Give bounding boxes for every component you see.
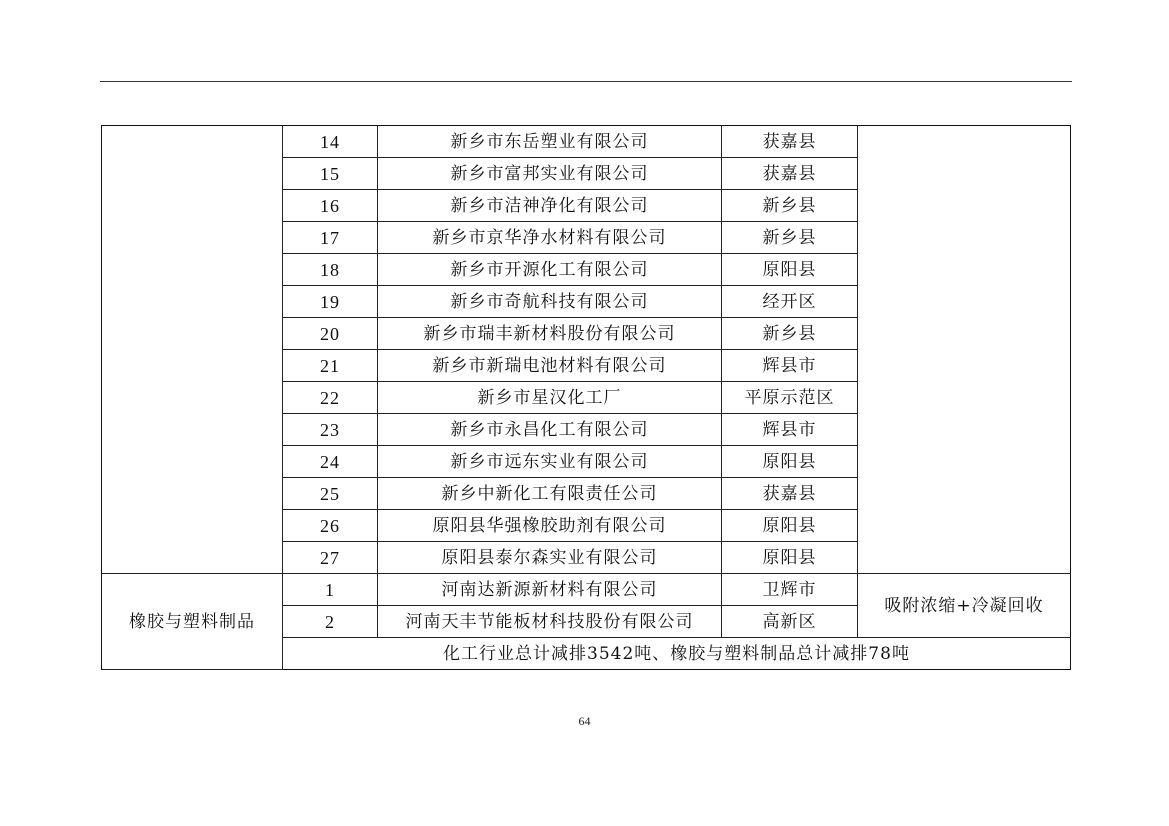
region-cell: 高新区 [722, 606, 858, 638]
company-name-cell: 新乡市洁神净化有限公司 [378, 190, 722, 222]
row-number-cell: 17 [283, 222, 378, 254]
emission-reduction-table [101, 125, 1071, 670]
row-number-cell: 25 [283, 478, 378, 510]
region-cell: 原阳县 [722, 510, 858, 542]
region-cell: 卫辉市 [722, 574, 858, 606]
company-name-cell: 新乡市瑞丰新材料股份有限公司 [378, 318, 722, 350]
region-cell: 获嘉县 [722, 478, 858, 510]
summary-cell: 化工行业总计减排3542吨、橡胶与塑料制品总计减排78吨 [283, 638, 1071, 670]
region-cell: 经开区 [722, 286, 858, 318]
industry-cell [102, 126, 283, 574]
company-name-cell: 原阳县泰尔森实业有限公司 [378, 542, 722, 574]
table-body [102, 126, 1071, 670]
region-cell: 辉县市 [722, 350, 858, 382]
company-name-cell: 新乡市富邦实业有限公司 [378, 158, 722, 190]
company-name-cell: 原阳县华强橡胶助剂有限公司 [378, 510, 722, 542]
page-number: 64 [578, 714, 591, 728]
row-number-cell: 21 [283, 350, 378, 382]
region-cell: 新乡县 [722, 222, 858, 254]
header-rule [100, 81, 1072, 82]
region-cell: 原阳县 [722, 542, 858, 574]
region-cell: 平原示范区 [722, 382, 858, 414]
region-cell: 原阳县 [722, 254, 858, 286]
company-name-cell: 新乡市开源化工有限公司 [378, 254, 722, 286]
row-number-cell: 26 [283, 510, 378, 542]
row-number-cell: 27 [283, 542, 378, 574]
treatment-method-cell: 吸附浓缩+冷凝回收 [858, 574, 1071, 638]
row-number-cell: 14 [283, 126, 378, 158]
region-cell: 获嘉县 [722, 158, 858, 190]
company-name-cell: 新乡市新瑞电池材料有限公司 [378, 350, 722, 382]
region-cell: 新乡县 [722, 190, 858, 222]
company-name-cell: 河南达新源新材料有限公司 [378, 574, 722, 606]
company-name-cell: 新乡市远东实业有限公司 [378, 446, 722, 478]
row-number-cell: 2 [283, 606, 378, 638]
company-name-cell: 河南天丰节能板材科技股份有限公司 [378, 606, 722, 638]
company-name-cell: 新乡市奇航科技有限公司 [378, 286, 722, 318]
row-number-cell: 18 [283, 254, 378, 286]
row-number-cell: 24 [283, 446, 378, 478]
row-number-cell: 1 [283, 574, 378, 606]
region-cell: 新乡县 [722, 318, 858, 350]
region-cell: 获嘉县 [722, 126, 858, 158]
company-name-cell: 新乡中新化工有限责任公司 [378, 478, 722, 510]
company-name-cell: 新乡市京华净水材料有限公司 [378, 222, 722, 254]
row-number-cell: 22 [283, 382, 378, 414]
row-number-cell: 23 [283, 414, 378, 446]
table-row [102, 126, 1071, 158]
treatment-method-cell [858, 126, 1071, 574]
region-cell: 辉县市 [722, 414, 858, 446]
table-row [102, 574, 1071, 606]
row-number-cell: 15 [283, 158, 378, 190]
company-name-cell: 新乡市永昌化工有限公司 [378, 414, 722, 446]
row-number-cell: 20 [283, 318, 378, 350]
row-number-cell: 19 [283, 286, 378, 318]
row-number-cell: 16 [283, 190, 378, 222]
region-cell: 原阳县 [722, 446, 858, 478]
industry-cell: 橡胶与塑料制品 [102, 574, 283, 670]
company-name-cell: 新乡市星汉化工厂 [378, 382, 722, 414]
company-name-cell: 新乡市东岳塑业有限公司 [378, 126, 722, 158]
